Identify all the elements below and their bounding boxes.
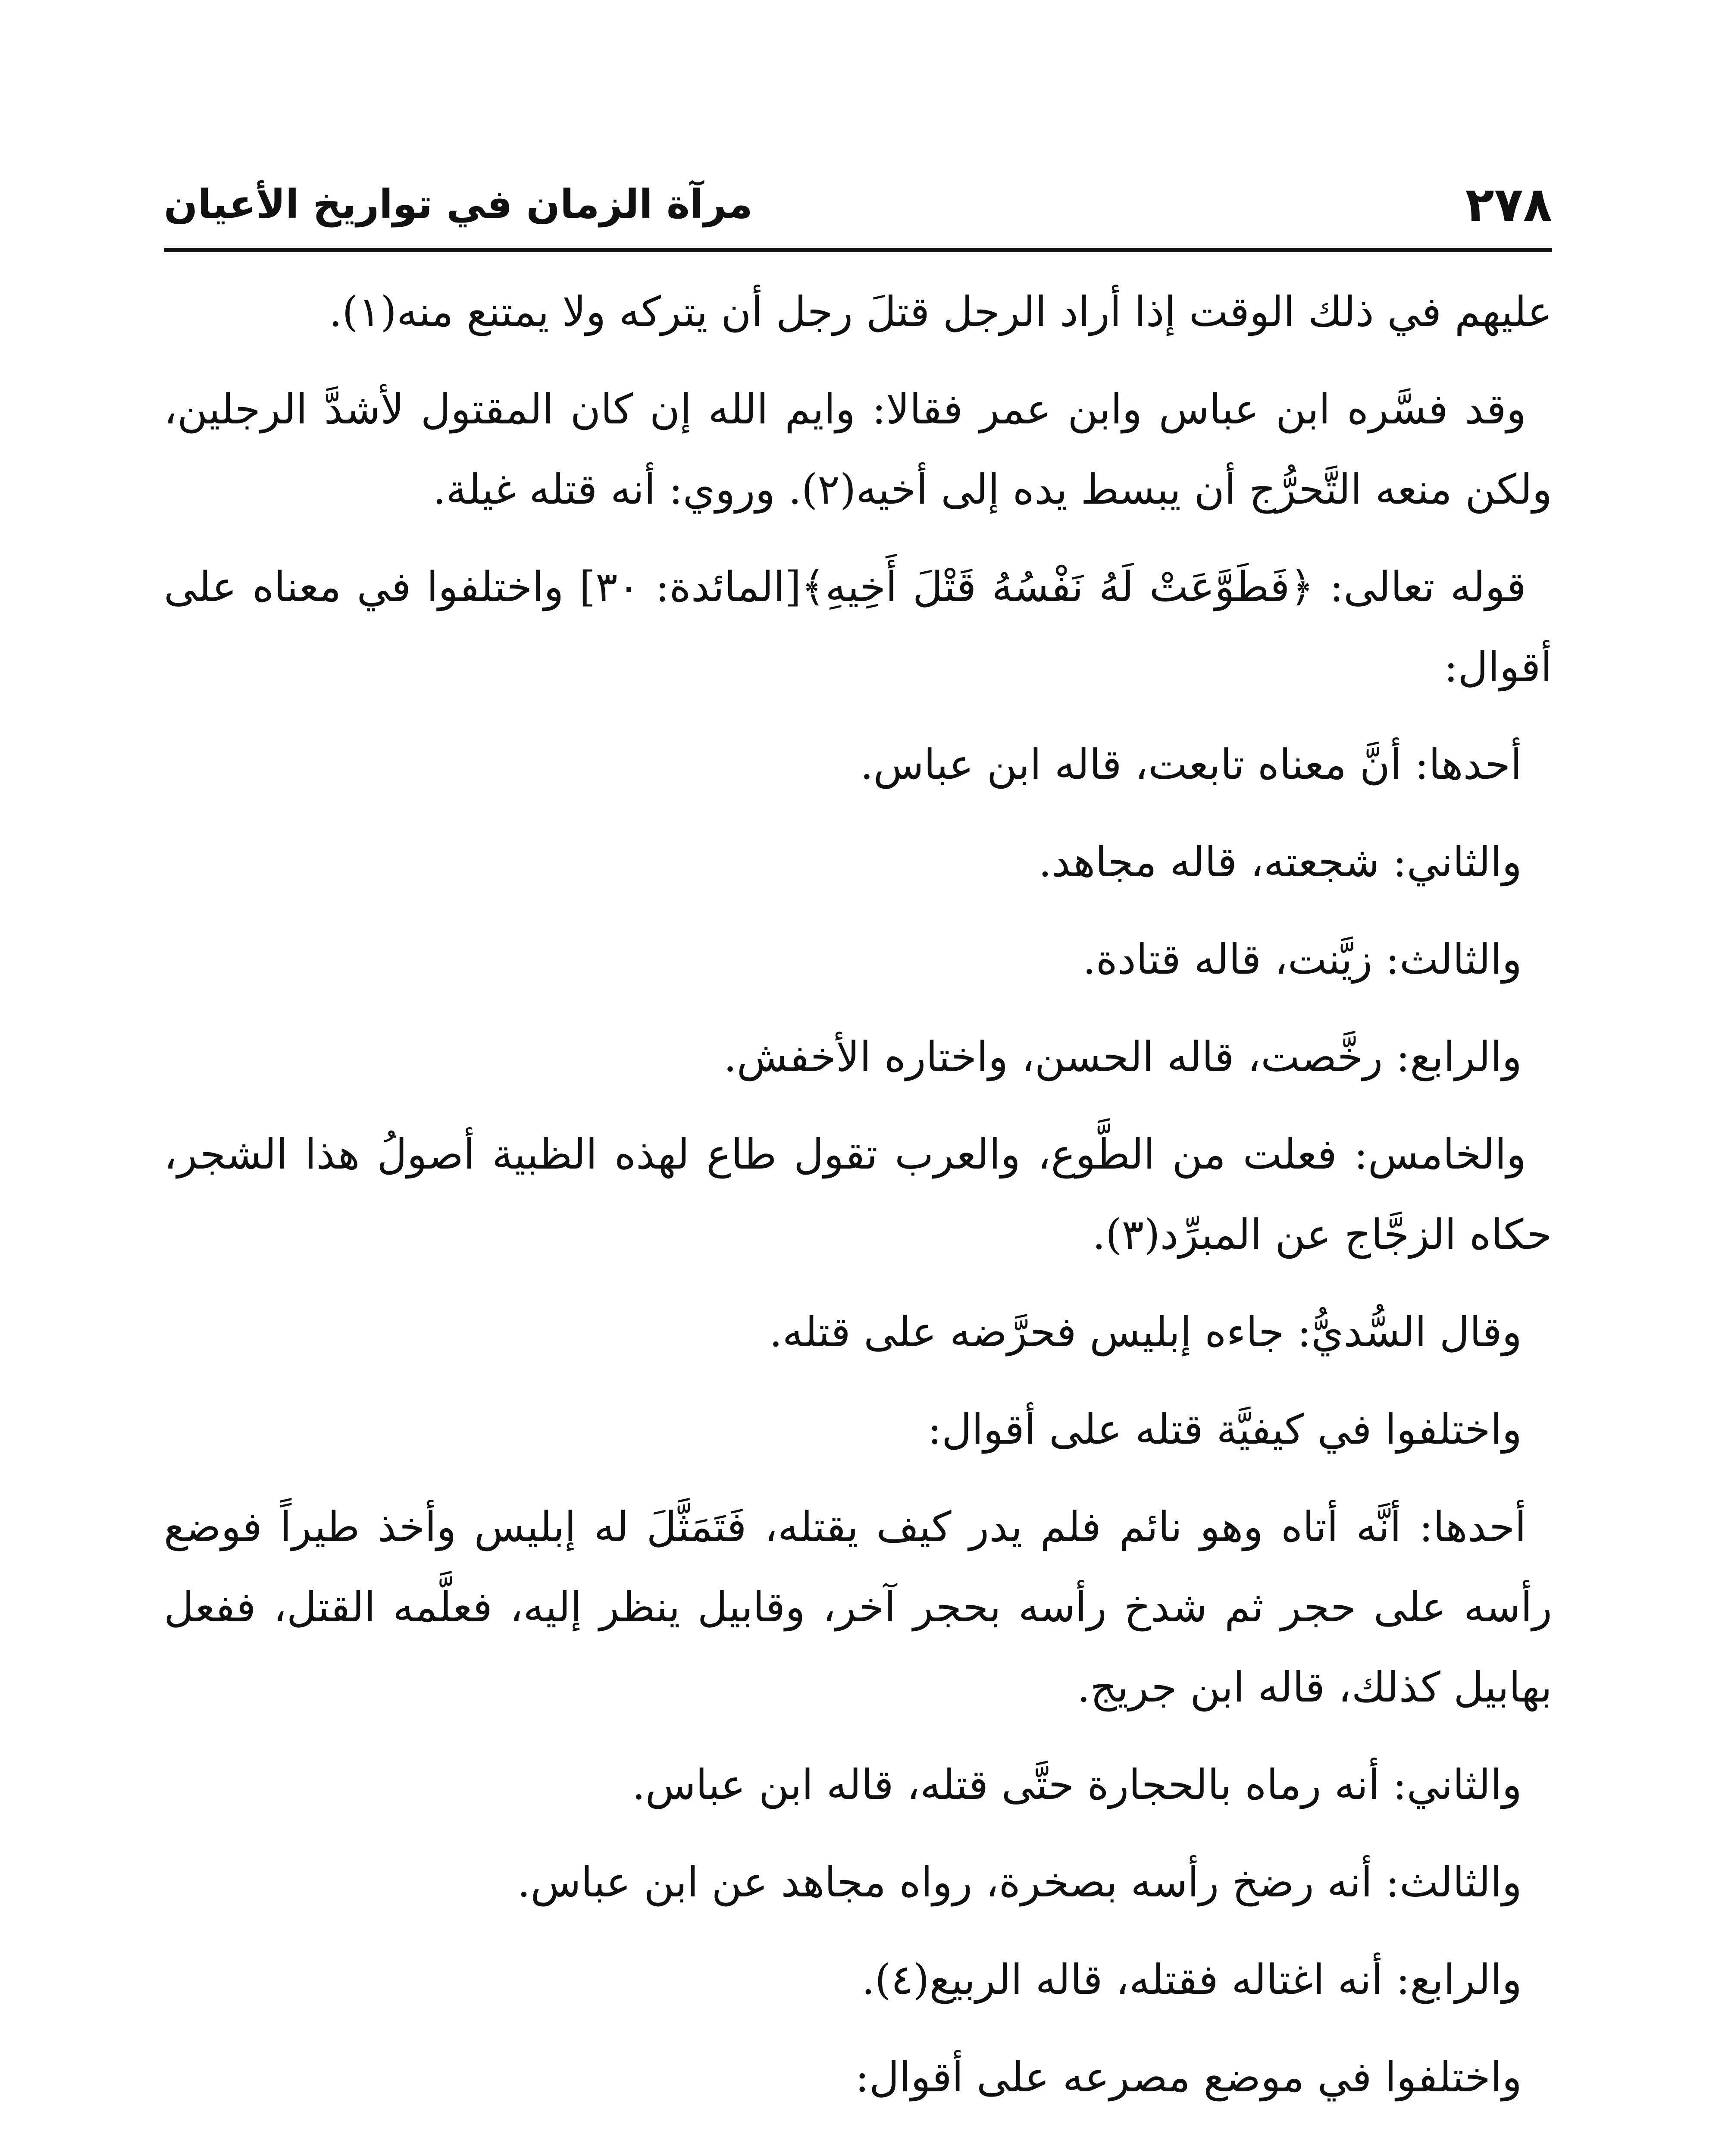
opinion-item: أحدها: أنَّ معناه تابعت، قاله ابن عباس. [860,740,1522,789]
main-text [164,272,1552,2134]
paragraph: عليهم في ذلك الوقت إذا أراد الرجل قتلَ رجل أن يتركه ولا يمتنع منه(١). [329,288,1552,336]
opinion-item: والثالث: زيَّنت، قاله قتادة. [1083,935,1522,984]
paragraph: واختلفوا في موضع مصرعه على أقوال: [855,2053,1522,2101]
opinion-item: والثاني: أنه رماه بالحجارة حتَّى قتله، قاله ابن عباس. [632,1761,1522,1809]
paragraph: وقال السُّديُّ: جاءه إبليس فحرَّضه على قتله. [769,1308,1522,1356]
opinion-item: والثاني: شجعته، قاله مجاهد. [1038,838,1522,886]
opinion-item: والرابع: أنه اغتاله فقتله، قاله الربيع(٤). [861,1955,1522,2004]
opinion-item: والخامس: فعلت من الطَّوع، والعرب تقول طاع لهذه الظبية أصولُ هذا الشجر، حكاه الزجَّاج عن المبرِّد(٣). [164,1130,1552,1259]
paragraph: واختلفوا في كيفيَّة قتله على أقوال: [927,1405,1522,1454]
opinion-item: أحدها: أنَّه أتاه وهو نائم فلم يدر كيف يقتله، فَتَمَثَّلَ له إبليس وأخذ طيراً فوضع رأسه على حجر ثم شدخ رأسه بحجر آخر، وقابيل ينظر إليه، فعلَّمه القتل، ففعل بهابيل كذلك، قاله ابن جريج. [164,1503,1552,1711]
paragraph-with-quran-verse: قوله تعالى: ﴿فَطَوَّعَتْ لَهُ نَفْسُهُ قَتْلَ أَخِيهِ﴾[المائدة: ٣٠] واختلفوا في معناه على أقوال: [164,563,1552,691]
header-divider [164,248,1552,252]
running-title: مرآة الزمان في تواريخ الأعيان [164,181,753,227]
page-number: ٢٧٨ [1465,177,1552,232]
page-header [164,164,1552,250]
opinion-item: والرابع: رخَّصت، قاله الحسن، واختاره الأخفش. [723,1033,1522,1081]
paragraph: وقد فسَّره ابن عباس وابن عمر فقالا: وايم الله إن كان المقتول لأشدَّ الرجلين، ولكن منعه التَّحرُّج أن يبسط يده إلى أخيه(٢). وروي: أنه قتله غيلة. [164,385,1552,514]
opinion-item: والثالث: أنه رضخ رأسه بصخرة، رواه مجاهد عن ابن عباس. [517,1858,1522,1906]
